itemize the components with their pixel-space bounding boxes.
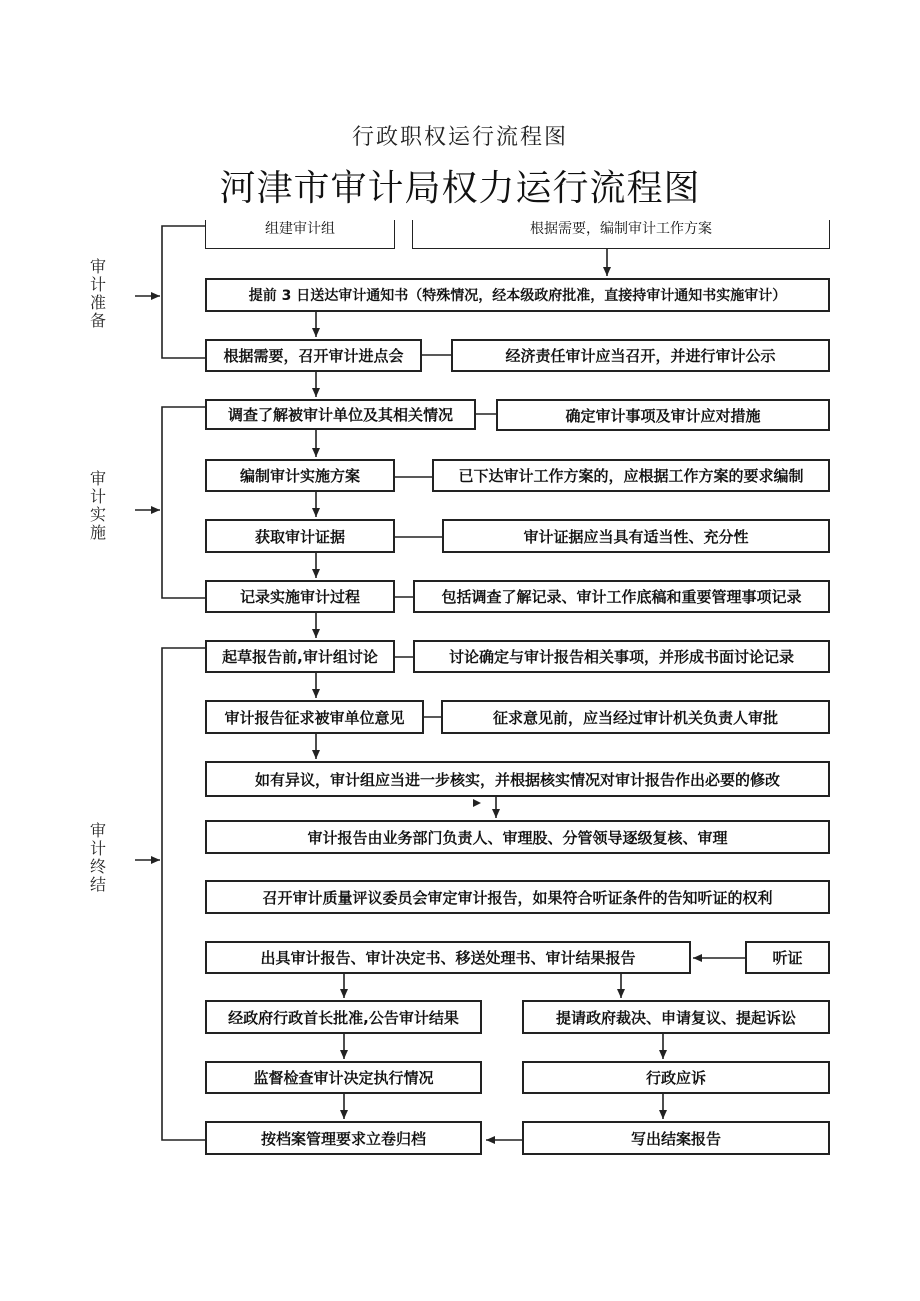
appeal-box: 提请政府裁决、申请复议、提起诉讼 [522,1000,830,1034]
solicit-opinion-note-box: 征求意见前，应当经过审计机关负责人审批 [441,700,830,734]
objection-box: 如有异议，审计组应当进一步核实，并根据核实情况对审计报告作出必要的修改 [205,761,830,797]
archive-box: 按档案管理要求立卷归档 [205,1121,482,1155]
supervise-box: 监督检查审计决定执行情况 [205,1061,482,1094]
small-marker-icon [473,799,481,807]
bracket-end [162,648,205,1140]
evidence-box: 获取审计证据 [205,519,395,553]
solicit-opinion-box: 审计报告征求被审单位意见 [205,700,424,734]
phase-label-end: 审 计 终 结 [89,821,106,894]
investigate-note-box: 确定审计事项及审计应对措施 [496,399,830,431]
quality-committee-box: 召开审计质量评议委员会审定审计报告，如果符合听证条件的告知听证的权利 [205,880,830,914]
evidence-note-box: 审计证据应当具有适当性、充分性 [442,519,830,553]
implementation-plan-note-box: 已下达审计工作方案的，应根据工作方案的要求编制 [432,459,830,492]
implementation-plan-box: 编制审计实施方案 [205,459,395,492]
record-process-box: 记录实施审计过程 [205,580,395,613]
phase-label-impl: 审 计 实 施 [89,469,106,542]
draft-discussion-box: 起草报告前,审计组讨论 [205,640,395,673]
review-box: 审计报告由业务部门负责人、审理股、分管领导逐级复核、审理 [205,820,830,854]
bracket-impl [162,407,205,598]
audit-notice-box: 提前 3 日送达审计通知书（特殊情况，经本级政府批准，直接持审计通知书实施审计） [205,278,830,312]
audit-plan-box: 根据需要，编制审计工作方案 [412,220,830,249]
document-title: 河津市审计局权力运行流程图 [219,168,701,209]
closing-report-box: 写出结案报告 [522,1121,830,1155]
entry-meeting-note-box: 经济责任审计应当召开，并进行审计公示 [451,339,830,372]
investigate-box: 调查了解被审计单位及其相关情况 [205,399,476,430]
phase-label-prep: 审 计 准 备 [89,257,106,330]
draft-discussion-note-box: 讨论确定与审计报告相关事项，并形成书面讨论记录 [413,640,830,673]
litigation-box: 行政应诉 [522,1061,830,1094]
form-audit-group-box: 组建审计组 [205,220,395,249]
hearing-box: 听证 [745,941,830,974]
issue-report-box: 出具审计报告、审计决定书、移送处理书、审计结果报告 [205,941,691,974]
bracket-prep [162,226,205,358]
announce-result-box: 经政府行政首长批准,公告审计结果 [205,1000,482,1034]
entry-meeting-box: 根据需要，召开审计进点会 [205,339,422,372]
record-process-note-box: 包括调查了解记录、审计工作底稿和重要管理事项记录 [413,580,830,613]
document-subtitle: 行政职权运行流程图 [351,125,568,150]
